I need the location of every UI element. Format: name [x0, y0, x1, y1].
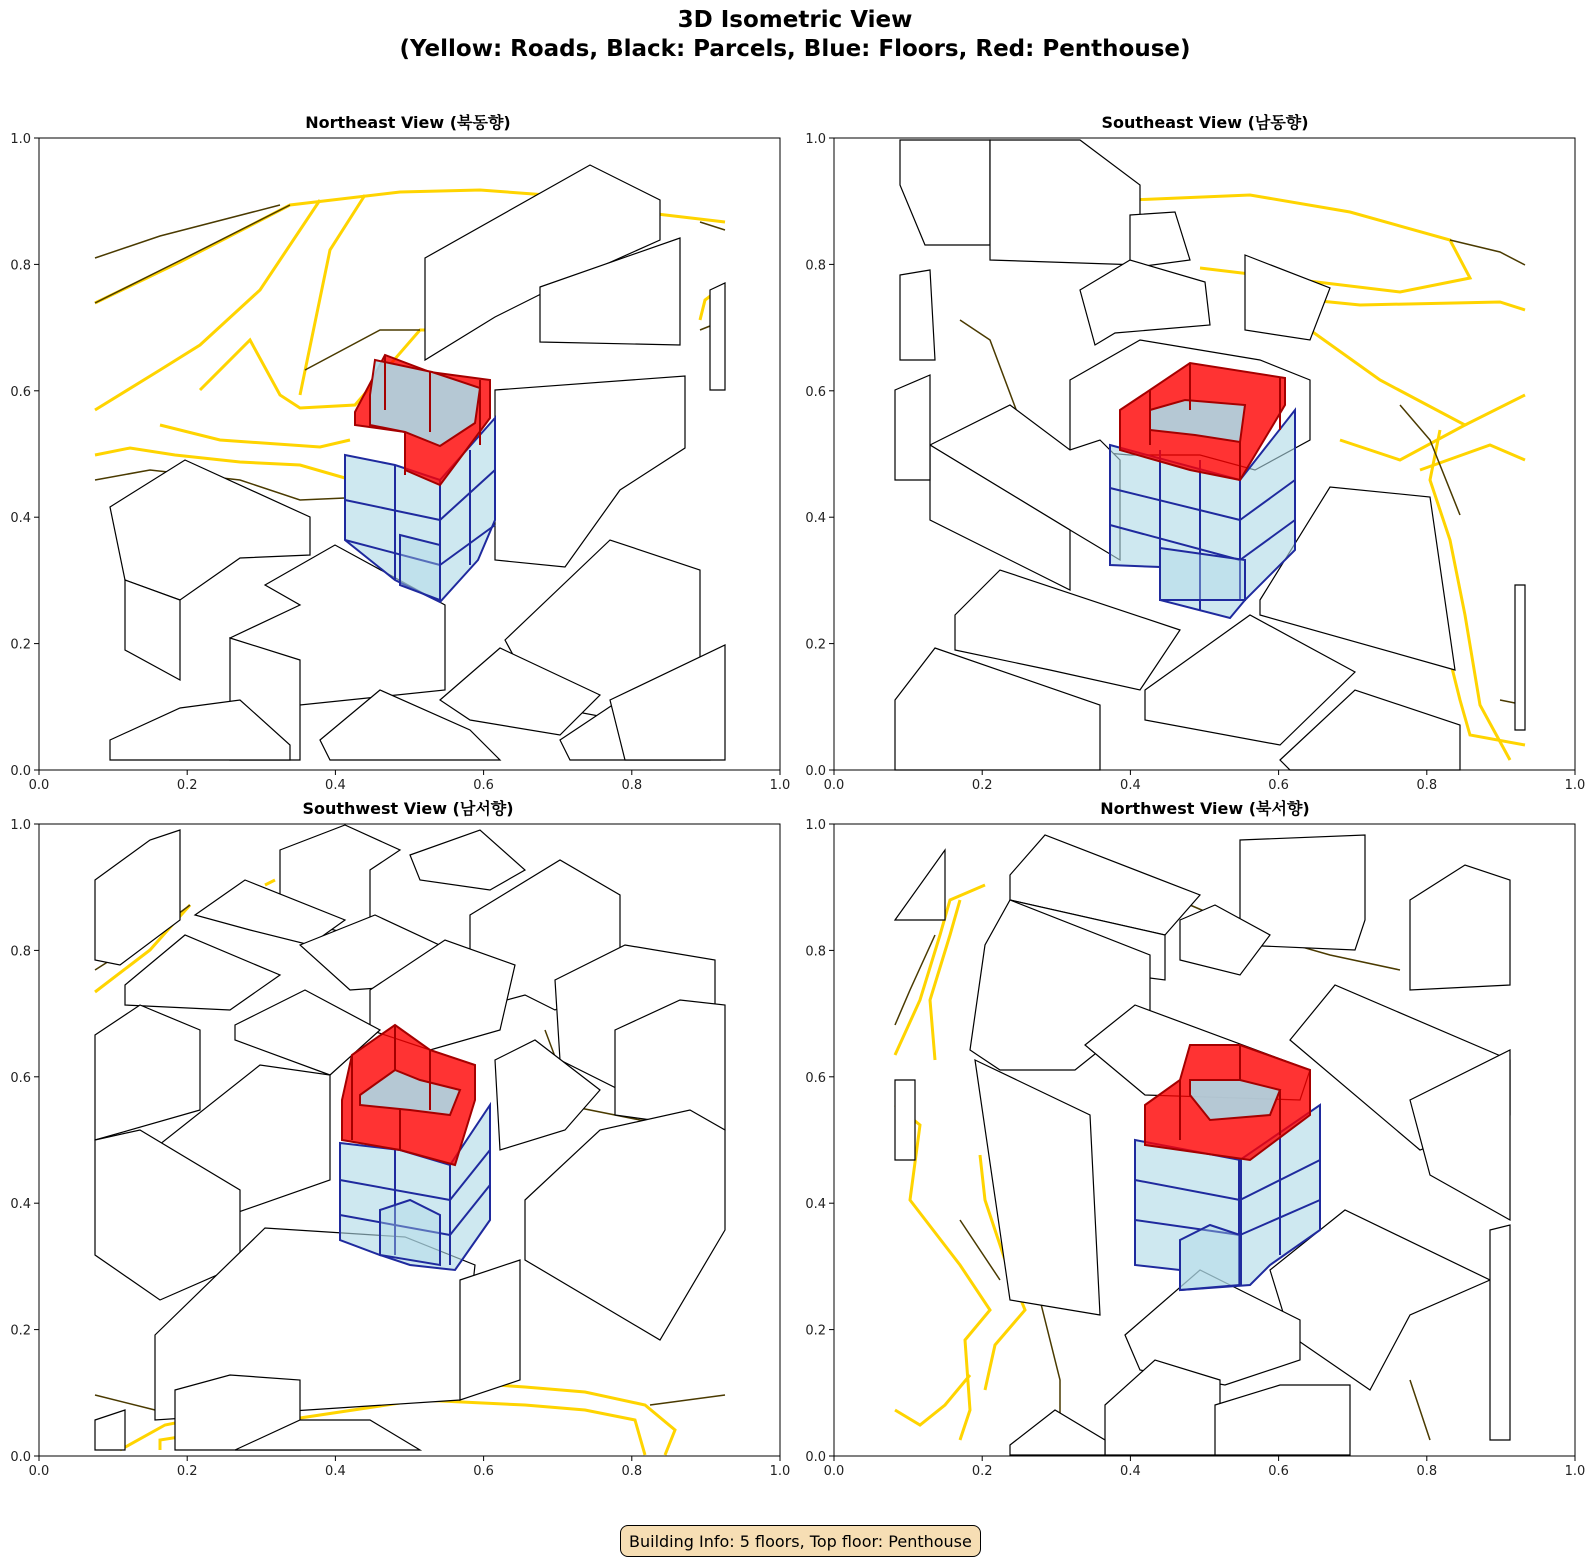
ne-x-tick-label: 1.0	[769, 778, 791, 793]
nw-y-tick-label: 1.0	[805, 818, 826, 833]
panel-southeast	[834, 113, 1575, 770]
ne-y-tick-label: 1.0	[10, 132, 31, 147]
sw-y-tick-label: 0.8	[10, 944, 31, 960]
nw-x-tick-label: 0.4	[1120, 1464, 1141, 1479]
nw-y-tick-label: 0.2	[805, 1323, 826, 1339]
se-x-tick-label: 0.6	[1268, 778, 1289, 793]
sw-x-tick-label: 0.0	[28, 1464, 50, 1479]
sw-y-tick-label: 0.2	[10, 1323, 31, 1339]
nw-y-tick-label: 0.8	[805, 944, 826, 960]
se-x-tick-label: 0.4	[1120, 778, 1141, 793]
sw-y-tick-label: 1.0	[10, 818, 31, 833]
panel-title-southwest: Southwest View (남서향)	[302, 799, 514, 818]
se-x-tick-label: 0.8	[1416, 778, 1438, 793]
sw-x-tick-label: 1.0	[769, 1464, 791, 1479]
panel-title-northeast: Northeast View (북동향)	[305, 113, 511, 132]
ne-x-tick-label: 0.2	[176, 778, 198, 793]
panel-title-southeast: Southeast View (남동향)	[1101, 113, 1309, 132]
sw-y-tick-label: 0.6	[10, 1070, 31, 1086]
figure-subtitle: (Yellow: Roads, Black: Parcels, Blue: Floors, Red: Penthouse)	[399, 36, 1191, 62]
ne-x-tick-label: 0.0	[28, 778, 50, 793]
sw-x-tick-label: 0.4	[325, 1464, 346, 1479]
nw-x-tick-label: 0.8	[1416, 1464, 1438, 1479]
ne-y-tick-label: 0.2	[10, 637, 31, 653]
ne-y-tick-label: 0.0	[10, 764, 31, 779]
se-y-tick-label: 0.4	[805, 511, 826, 527]
panel-northeast	[39, 113, 780, 770]
nw-x-tick-label: 0.6	[1268, 1464, 1289, 1479]
sw-y-tick-label: 0.0	[10, 1450, 31, 1465]
sw-y-tick-label: 0.4	[10, 1197, 31, 1213]
se-x-tick-label: 0.2	[971, 778, 993, 793]
nw-y-tick-label: 0.0	[805, 1450, 826, 1465]
ne-x-tick-label: 0.8	[621, 778, 643, 793]
sw-x-tick-label: 0.6	[473, 1464, 494, 1479]
se-y-tick-label: 0.2	[805, 637, 826, 653]
nw-x-tick-label: 1.0	[1564, 1464, 1586, 1479]
se-y-tick-label: 0.0	[805, 764, 826, 779]
se-x-tick-label: 1.0	[1564, 778, 1586, 793]
se-y-tick-label: 0.8	[805, 258, 826, 274]
panel-southwest	[39, 799, 780, 1456]
ne-x-tick-label: 0.4	[325, 778, 346, 793]
nw-x-tick-label: 0.0	[823, 1464, 845, 1479]
nw-x-tick-label: 0.2	[971, 1464, 993, 1479]
se-x-tick-label: 0.0	[823, 778, 845, 793]
figure-title: 3D Isometric View	[677, 7, 913, 33]
panel-northwest	[834, 799, 1575, 1456]
se-y-tick-label: 0.6	[805, 384, 826, 400]
nw-y-tick-label: 0.6	[805, 1070, 826, 1086]
ne-y-tick-label: 0.8	[10, 258, 31, 274]
sw-x-tick-label: 0.8	[621, 1464, 643, 1479]
nw-y-tick-label: 0.4	[805, 1197, 826, 1213]
building-info-box: Building Info: 5 floors, Top floor: Penthouse	[620, 1525, 981, 1557]
se-y-tick-label: 1.0	[805, 132, 826, 147]
ne-x-tick-label: 0.6	[473, 778, 494, 793]
sw-x-tick-label: 0.2	[176, 1464, 198, 1479]
panel-title-northwest: Northwest View (북서향)	[1100, 799, 1310, 818]
ne-y-tick-label: 0.4	[10, 511, 31, 527]
ne-y-tick-label: 0.6	[10, 384, 31, 400]
